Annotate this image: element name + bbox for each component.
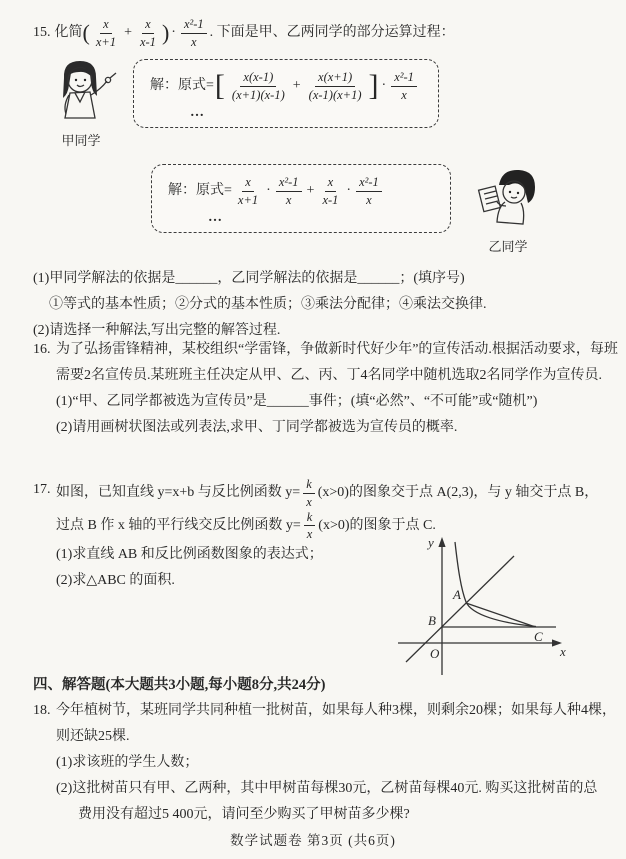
boy-book-line	[485, 196, 497, 199]
problem-16-line2: 需要2名宣传员.某班班主任决定从甲、乙、丙、丁4名同学中随机选取2名同学作为宣传员.	[56, 368, 602, 383]
problem-15	[33, 14, 621, 344]
problem-17-q1: (1)求直线 AB 和反比例函数图象的表达式；	[56, 547, 323, 562]
segment-AC	[466, 603, 534, 627]
problem-15-intro-suffix: . 下面是甲、乙两同学的部分运算过程：	[209, 25, 455, 40]
fraction: $\frac{\text{x²-1}}{x}$	[276, 175, 302, 208]
student-yi-label: 乙同学	[488, 239, 528, 254]
point-a-label: A	[453, 587, 461, 602]
girl-pointer	[110, 73, 116, 78]
problem-16-line1: 为了弘扬雷锋精神，某校组织“学雷锋，争做新时代好少年”的宣传活动.根据活动要求，每班	[56, 342, 618, 357]
fraction: $\frac{x}{x+1}$	[95, 16, 117, 49]
y-axis-arrow	[438, 537, 445, 547]
point-b-label: B	[428, 613, 436, 628]
fraction: $\frac{x(x+1)}{(x-1)(x+1)}$	[308, 70, 362, 102]
multiply-dot: ·	[381, 78, 387, 94]
problem-16-number: 16.	[33, 342, 51, 357]
fraction-k-over-x: $\frac{k}{x}$	[304, 510, 316, 543]
plus-operator: +	[124, 25, 132, 40]
multiply-dot: ·	[346, 183, 352, 199]
problem-17-number: 17.	[33, 482, 51, 497]
problem-17-line2: 过点 B 作 x 轴的平行线交反比例函数 y= $\frac{k}{x}$ (x>0)的图象于点 C.	[56, 509, 436, 542]
girl-hand	[105, 77, 110, 82]
fraction: $\frac{\text{x²-1}}{x}$	[356, 175, 382, 208]
fraction: $\frac{x(x-1)}{(x+1)(x-1)}$	[231, 70, 285, 102]
y-axis-label: y	[428, 535, 434, 550]
student-yi-row	[151, 164, 621, 255]
girl-eye	[84, 79, 86, 81]
right-bracket: ]	[368, 69, 379, 103]
jia-solution-formula	[150, 70, 426, 103]
problem-16	[33, 337, 621, 441]
problem-18	[33, 698, 621, 828]
problem-15-q2: (2)请选择一种解法,写出完整的解答过程.	[33, 323, 281, 338]
problem-17-q2: (2)求△ABC 的面积.	[56, 573, 175, 588]
multiply-dot: ·	[171, 25, 176, 40]
boy-face	[503, 181, 525, 203]
girl-collar	[75, 92, 85, 102]
left-bracket: [	[214, 69, 225, 103]
yi-solution-formula	[168, 175, 438, 208]
problem-16-q1: (1)“甲、乙同学都被选为宣传员”是______事件；(填“必然”、“不可能”或“随机”)	[56, 394, 538, 409]
line-AB	[406, 556, 514, 662]
open-paren: (	[82, 20, 90, 45]
multiply-dot: ·	[266, 183, 271, 199]
fraction: $\frac{x}{x-1}$	[322, 175, 339, 207]
fraction-k-over-x: $\frac{k}{x}$	[303, 477, 315, 510]
plus-operator: +	[292, 78, 301, 94]
problem-18-q2-line1: (2)这批树苗只有甲、乙两种，其中甲树苗每棵30元，乙树苗每棵40元. 购买这批树苗的总	[56, 781, 598, 796]
boy-smile	[511, 197, 517, 198]
problem-18-number: 18.	[33, 703, 51, 718]
close-paren: )	[161, 20, 170, 45]
student-jia-row	[33, 56, 621, 149]
problem-18-line2: 则还缺25棵.	[56, 729, 130, 744]
plus-operator: +	[306, 183, 315, 199]
solution-prefix: 解：原式=	[168, 183, 232, 199]
problem-15-number: 15.	[33, 25, 51, 40]
problem-18-line1: 今年植树节，某班同学共同种植一批树苗，如果每人种3棵，则剩余20棵；如果每人种4棵，	[56, 703, 616, 718]
problem-18-q2-line2: 费用没有超过5 400元，请问至少购买了甲树苗多少棵?	[78, 807, 410, 822]
problem-17-line1: 如图，已知直线 y=x+b 与反比例函数 y= $\frac{k}{x}$ (x>0)的图象交于点 A(2,3)，与 y 轴交于点 B，	[56, 477, 599, 509]
problem-18-q1: (1)求该班的学生人数；	[56, 755, 199, 770]
page-footer: 数学试题卷 第3页 (共6页)	[230, 833, 396, 848]
problem-17-figure	[386, 529, 622, 685]
boy-student-illustration	[469, 166, 547, 228]
boy-book	[479, 186, 501, 211]
boy-eye	[509, 191, 511, 193]
jia-ellipsis: …	[190, 104, 206, 120]
boy-book-line	[484, 191, 496, 194]
girl-body	[65, 92, 95, 118]
problem-15-intro	[33, 14, 621, 52]
solution-prefix: 解：原式=	[150, 78, 214, 94]
fraction: $\frac{x}{x+1}$	[237, 175, 259, 207]
fraction: $\frac{\text{x²-1}}{x}$	[181, 17, 207, 50]
yi-solution-box	[151, 164, 451, 233]
student-jia-label: 甲同学	[61, 133, 101, 148]
fraction: $\frac{\text{x²-1}}{x}$	[391, 70, 417, 103]
coordinate-graph	[386, 529, 622, 685]
origin-label: O	[430, 646, 440, 661]
boy-eye	[517, 192, 519, 194]
girl-student-illustration	[40, 56, 122, 122]
section-4-heading: 四、解答题(本大题共3小题,每小题8分,共24分)	[33, 677, 326, 693]
point-c-label: C	[534, 629, 543, 644]
x-axis-label: x	[560, 644, 566, 659]
yi-ellipsis: …	[208, 209, 224, 225]
student-yi-figure	[463, 164, 553, 255]
problem-15-intro-prefix: 化简	[54, 25, 83, 40]
student-jia-figure	[33, 56, 129, 149]
fraction: $\frac{x}{x-1}$	[139, 16, 156, 49]
problem-15-options: ①等式的基本性质；②分式的基本性质；③乘法分配律；④乘法交换律.	[49, 297, 487, 312]
problem-16-q2: (2)请用画树状图法或列表法,求甲、丁同学都被选为宣传员的概率.	[56, 420, 458, 435]
jia-solution-box	[133, 59, 439, 128]
girl-eye	[75, 79, 77, 81]
boy-book-line	[486, 201, 498, 204]
girl-smile	[77, 85, 84, 87]
problem-15-q1: (1)甲同学解法的依据是______，乙同学解法的依据是______；(填序号)	[33, 271, 465, 286]
